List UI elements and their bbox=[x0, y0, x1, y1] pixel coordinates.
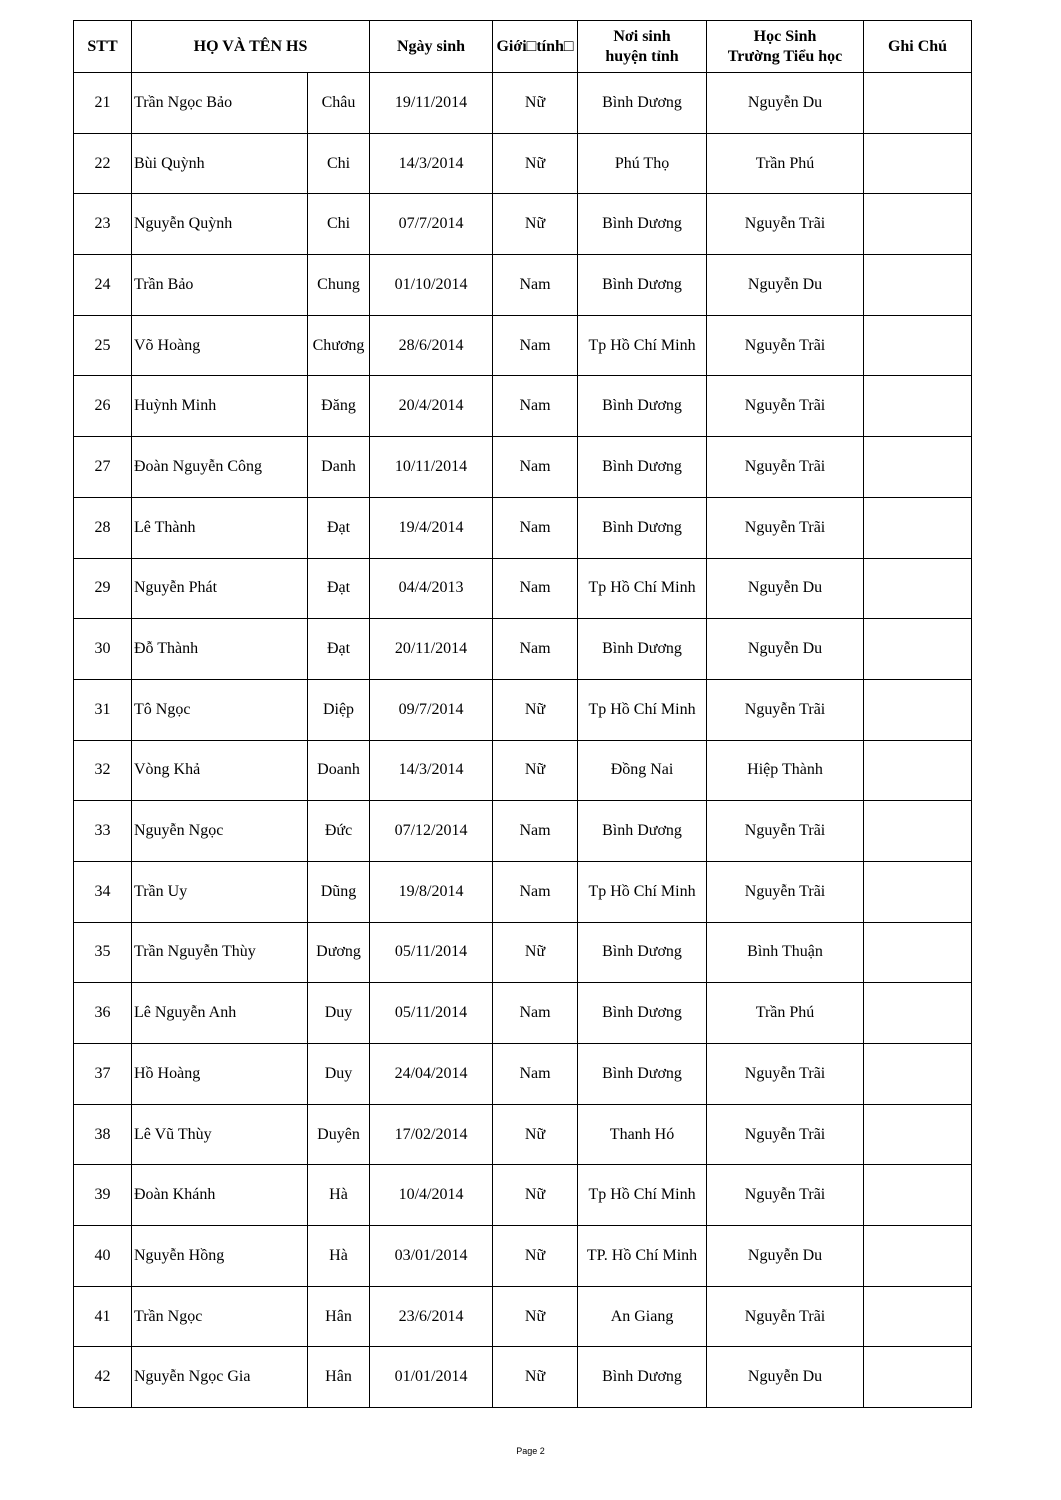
last-name-cell: Nguyễn Ngọc Gia bbox=[132, 1347, 308, 1408]
school-cell: Nguyễn Trãi bbox=[707, 437, 864, 498]
birthplace-cell: Bình Dương bbox=[578, 73, 707, 134]
birthplace-cell: Bình Dương bbox=[578, 619, 707, 680]
birthplace-cell: Bình Dương bbox=[578, 1347, 707, 1408]
first-name-cell: Đạt bbox=[308, 497, 370, 558]
dob-cell: 07/12/2014 bbox=[370, 801, 493, 862]
dob-cell: 20/11/2014 bbox=[370, 619, 493, 680]
first-name-cell: Đạt bbox=[308, 558, 370, 619]
dob-cell: 09/7/2014 bbox=[370, 679, 493, 740]
header-birthplace bbox=[578, 21, 707, 73]
first-name-cell: Chi bbox=[308, 133, 370, 194]
table-row bbox=[74, 983, 972, 1044]
birthplace-cell: Tp Hồ Chí Minh bbox=[578, 679, 707, 740]
table-row bbox=[74, 255, 972, 316]
header-row bbox=[74, 21, 972, 73]
last-name-cell: Đoàn Nguyễn Công bbox=[132, 437, 308, 498]
school-cell: Trần Phú bbox=[707, 983, 864, 1044]
table-row bbox=[74, 315, 972, 376]
school-cell: Nguyễn Du bbox=[707, 1226, 864, 1287]
first-name-cell: Dũng bbox=[308, 861, 370, 922]
birthplace-cell: Bình Dương bbox=[578, 194, 707, 255]
school-cell: Nguyễn Trãi bbox=[707, 801, 864, 862]
school-cell: Nguyễn Trãi bbox=[707, 861, 864, 922]
last-name-cell: Đoàn Khánh bbox=[132, 1165, 308, 1226]
birthplace-cell: Tp Hồ Chí Minh bbox=[578, 1165, 707, 1226]
first-name-cell: Hân bbox=[308, 1347, 370, 1408]
birthplace-cell: Bình Dương bbox=[578, 983, 707, 1044]
stt-cell: 36 bbox=[74, 983, 132, 1044]
last-name-cell: Lê Thành bbox=[132, 497, 308, 558]
birthplace-cell: Bình Dương bbox=[578, 255, 707, 316]
first-name-cell: Hà bbox=[308, 1226, 370, 1287]
note-cell bbox=[864, 1165, 972, 1226]
school-cell: Nguyễn Du bbox=[707, 558, 864, 619]
last-name-cell: Lê Vũ Thùy bbox=[132, 1104, 308, 1165]
first-name-cell: Đức bbox=[308, 801, 370, 862]
last-name-cell: Huỳnh Minh bbox=[132, 376, 308, 437]
note-cell bbox=[864, 1286, 972, 1347]
dob-cell: 14/3/2014 bbox=[370, 740, 493, 801]
school-cell: Nguyễn Trãi bbox=[707, 1044, 864, 1105]
school-cell: Trần Phú bbox=[707, 133, 864, 194]
stt-cell: 27 bbox=[74, 437, 132, 498]
dob-cell: 23/6/2014 bbox=[370, 1286, 493, 1347]
first-name-cell: Đăng bbox=[308, 376, 370, 437]
dob-cell: 14/3/2014 bbox=[370, 133, 493, 194]
birthplace-cell: Tp Hồ Chí Minh bbox=[578, 315, 707, 376]
school-cell: Nguyễn Trãi bbox=[707, 497, 864, 558]
gender-cell: Nữ bbox=[493, 194, 578, 255]
last-name-cell: Đỗ Thành bbox=[132, 619, 308, 680]
school-cell: Nguyễn Trãi bbox=[707, 1104, 864, 1165]
first-name-cell: Hân bbox=[308, 1286, 370, 1347]
table-row bbox=[74, 497, 972, 558]
birthplace-cell: Bình Dương bbox=[578, 922, 707, 983]
gender-cell: Nam bbox=[493, 437, 578, 498]
dob-cell: 10/4/2014 bbox=[370, 1165, 493, 1226]
table-row bbox=[74, 1286, 972, 1347]
school-cell: Nguyễn Trãi bbox=[707, 1286, 864, 1347]
note-cell bbox=[864, 1347, 972, 1408]
dob-cell: 03/01/2014 bbox=[370, 1226, 493, 1287]
header-name: HỌ VÀ TÊN HS bbox=[132, 21, 370, 73]
note-cell bbox=[864, 922, 972, 983]
note-cell bbox=[864, 1226, 972, 1287]
last-name-cell: Nguyễn Hồng bbox=[132, 1226, 308, 1287]
first-name-cell: Duyên bbox=[308, 1104, 370, 1165]
dob-cell: 07/7/2014 bbox=[370, 194, 493, 255]
school-cell: Hiệp Thành bbox=[707, 740, 864, 801]
first-name-cell: Châu bbox=[308, 73, 370, 134]
birthplace-cell: Bình Dương bbox=[578, 1044, 707, 1105]
stt-cell: 25 bbox=[74, 315, 132, 376]
last-name-cell: Vòng Khả bbox=[132, 740, 308, 801]
header-note: Ghi Chú bbox=[864, 21, 972, 73]
gender-cell: Nữ bbox=[493, 1347, 578, 1408]
first-name-cell: Chung bbox=[308, 255, 370, 316]
last-name-cell: Võ Hoàng bbox=[132, 315, 308, 376]
dob-cell: 19/4/2014 bbox=[370, 497, 493, 558]
table-row bbox=[74, 73, 972, 134]
table-row bbox=[74, 740, 972, 801]
last-name-cell: Lê Nguyễn Anh bbox=[132, 983, 308, 1044]
birthplace-cell: Bình Dương bbox=[578, 376, 707, 437]
header-birthplace-line1: Nơi sinh bbox=[613, 27, 671, 45]
gender-cell: Nam bbox=[493, 983, 578, 1044]
stt-cell: 22 bbox=[74, 133, 132, 194]
table-row bbox=[74, 619, 972, 680]
birthplace-cell: Bình Dương bbox=[578, 437, 707, 498]
table-row bbox=[74, 1044, 972, 1105]
school-cell: Nguyễn Du bbox=[707, 255, 864, 316]
stt-cell: 38 bbox=[74, 1104, 132, 1165]
note-cell bbox=[864, 194, 972, 255]
stt-cell: 37 bbox=[74, 1044, 132, 1105]
table-row bbox=[74, 437, 972, 498]
table-row bbox=[74, 1165, 972, 1226]
stt-cell: 41 bbox=[74, 1286, 132, 1347]
dob-cell: 05/11/2014 bbox=[370, 922, 493, 983]
gender-cell: Nam bbox=[493, 255, 578, 316]
table-row bbox=[74, 558, 972, 619]
gender-cell: Nữ bbox=[493, 922, 578, 983]
note-cell bbox=[864, 619, 972, 680]
school-cell: Nguyễn Trãi bbox=[707, 1165, 864, 1226]
stt-cell: 28 bbox=[74, 497, 132, 558]
stt-cell: 26 bbox=[74, 376, 132, 437]
gender-cell: Nam bbox=[493, 497, 578, 558]
first-name-cell: Chi bbox=[308, 194, 370, 255]
last-name-cell: Trần Bảo bbox=[132, 255, 308, 316]
school-cell: Bình Thuận bbox=[707, 922, 864, 983]
dob-cell: 10/11/2014 bbox=[370, 437, 493, 498]
gender-cell: Nam bbox=[493, 861, 578, 922]
stt-cell: 21 bbox=[74, 73, 132, 134]
table-row bbox=[74, 133, 972, 194]
last-name-cell: Trần Nguyễn Thùy bbox=[132, 922, 308, 983]
page-number: Page 2 bbox=[516, 1446, 545, 1456]
birthplace-cell: Phú Thọ bbox=[578, 133, 707, 194]
table-row bbox=[74, 679, 972, 740]
header-birthplace-line2: huyện tỉnh bbox=[605, 47, 679, 65]
last-name-cell: Nguyễn Phát bbox=[132, 558, 308, 619]
birthplace-cell: An Giang bbox=[578, 1286, 707, 1347]
last-name-cell: Hồ Hoàng bbox=[132, 1044, 308, 1105]
stt-cell: 29 bbox=[74, 558, 132, 619]
gender-cell: Nam bbox=[493, 315, 578, 376]
last-name-cell: Trần Ngọc Bảo bbox=[132, 73, 308, 134]
stt-cell: 34 bbox=[74, 861, 132, 922]
table-row bbox=[74, 861, 972, 922]
stt-cell: 32 bbox=[74, 740, 132, 801]
birthplace-cell: TP. Hồ Chí Minh bbox=[578, 1226, 707, 1287]
first-name-cell: Hà bbox=[308, 1165, 370, 1226]
first-name-cell: Doanh bbox=[308, 740, 370, 801]
stt-cell: 23 bbox=[74, 194, 132, 255]
student-roster-table bbox=[73, 20, 972, 1408]
birthplace-cell: Bình Dương bbox=[578, 497, 707, 558]
note-cell bbox=[864, 679, 972, 740]
note-cell bbox=[864, 1104, 972, 1165]
last-name-cell: Bùi Quỳnh bbox=[132, 133, 308, 194]
stt-cell: 30 bbox=[74, 619, 132, 680]
dob-cell: 19/8/2014 bbox=[370, 861, 493, 922]
school-cell: Nguyễn Trãi bbox=[707, 376, 864, 437]
note-cell bbox=[864, 437, 972, 498]
last-name-cell: Tô Ngọc bbox=[132, 679, 308, 740]
dob-cell: 01/10/2014 bbox=[370, 255, 493, 316]
birthplace-cell: Tp Hồ Chí Minh bbox=[578, 861, 707, 922]
note-cell bbox=[864, 497, 972, 558]
gender-cell: Nữ bbox=[493, 679, 578, 740]
first-name-cell: Dương bbox=[308, 922, 370, 983]
dob-cell: 04/4/2013 bbox=[370, 558, 493, 619]
note-cell bbox=[864, 983, 972, 1044]
first-name-cell: Chương bbox=[308, 315, 370, 376]
school-cell: Nguyễn Du bbox=[707, 73, 864, 134]
gender-cell: Nữ bbox=[493, 740, 578, 801]
birthplace-cell: Bình Dương bbox=[578, 801, 707, 862]
note-cell bbox=[864, 861, 972, 922]
note-cell bbox=[864, 376, 972, 437]
gender-cell: Nam bbox=[493, 801, 578, 862]
stt-cell: 24 bbox=[74, 255, 132, 316]
birthplace-cell: Tp Hồ Chí Minh bbox=[578, 558, 707, 619]
gender-cell: Nữ bbox=[493, 1226, 578, 1287]
dob-cell: 20/4/2014 bbox=[370, 376, 493, 437]
note-cell bbox=[864, 1044, 972, 1105]
dob-cell: 05/11/2014 bbox=[370, 983, 493, 1044]
school-cell: Nguyễn Trãi bbox=[707, 194, 864, 255]
table-row bbox=[74, 1104, 972, 1165]
header-school bbox=[707, 21, 864, 73]
school-cell: Nguyễn Trãi bbox=[707, 315, 864, 376]
note-cell bbox=[864, 73, 972, 134]
stt-cell: 40 bbox=[74, 1226, 132, 1287]
gender-cell: Nữ bbox=[493, 1104, 578, 1165]
note-cell bbox=[864, 740, 972, 801]
stt-cell: 33 bbox=[74, 801, 132, 862]
note-cell bbox=[864, 801, 972, 862]
stt-cell: 35 bbox=[74, 922, 132, 983]
last-name-cell: Nguyễn Ngọc bbox=[132, 801, 308, 862]
note-cell bbox=[864, 133, 972, 194]
table-row bbox=[74, 376, 972, 437]
note-cell bbox=[864, 315, 972, 376]
last-name-cell: Nguyễn Quỳnh bbox=[132, 194, 308, 255]
note-cell bbox=[864, 558, 972, 619]
first-name-cell: Duy bbox=[308, 1044, 370, 1105]
table-row bbox=[74, 194, 972, 255]
header-school-line2: Trường Tiểu học bbox=[727, 47, 843, 65]
first-name-cell: Diệp bbox=[308, 679, 370, 740]
dob-cell: 28/6/2014 bbox=[370, 315, 493, 376]
gender-cell: Nữ bbox=[493, 133, 578, 194]
gender-cell: Nữ bbox=[493, 73, 578, 134]
school-cell: Nguyễn Trãi bbox=[707, 679, 864, 740]
dob-cell: 17/02/2014 bbox=[370, 1104, 493, 1165]
gender-cell: Nam bbox=[493, 376, 578, 437]
dob-cell: 24/04/2014 bbox=[370, 1044, 493, 1105]
header-stt: STT bbox=[74, 21, 132, 73]
header-gender: Giới□tính□ bbox=[493, 21, 578, 73]
stt-cell: 39 bbox=[74, 1165, 132, 1226]
first-name-cell: Duy bbox=[308, 983, 370, 1044]
birthplace-cell: Thanh Hó bbox=[578, 1104, 707, 1165]
dob-cell: 01/01/2014 bbox=[370, 1347, 493, 1408]
header-school-line1: Học Sinh bbox=[753, 27, 817, 45]
stt-cell: 31 bbox=[74, 679, 132, 740]
gender-cell: Nữ bbox=[493, 1165, 578, 1226]
table-row bbox=[74, 1347, 972, 1408]
dob-cell: 19/11/2014 bbox=[370, 73, 493, 134]
gender-cell: Nữ bbox=[493, 1286, 578, 1347]
stt-cell: 42 bbox=[74, 1347, 132, 1408]
gender-cell: Nam bbox=[493, 558, 578, 619]
first-name-cell: Danh bbox=[308, 437, 370, 498]
gender-cell: Nam bbox=[493, 1044, 578, 1105]
table-row bbox=[74, 1226, 972, 1287]
birthplace-cell: Đồng Nai bbox=[578, 740, 707, 801]
table-row bbox=[74, 801, 972, 862]
school-cell: Nguyễn Du bbox=[707, 619, 864, 680]
last-name-cell: Trần Uy bbox=[132, 861, 308, 922]
note-cell bbox=[864, 255, 972, 316]
header-dob: Ngày sinh bbox=[370, 21, 493, 73]
last-name-cell: Trần Ngọc bbox=[132, 1286, 308, 1347]
gender-cell: Nam bbox=[493, 619, 578, 680]
school-cell: Nguyễn Du bbox=[707, 1347, 864, 1408]
roster-body bbox=[74, 73, 972, 1408]
table-row bbox=[74, 922, 972, 983]
first-name-cell: Đạt bbox=[308, 619, 370, 680]
